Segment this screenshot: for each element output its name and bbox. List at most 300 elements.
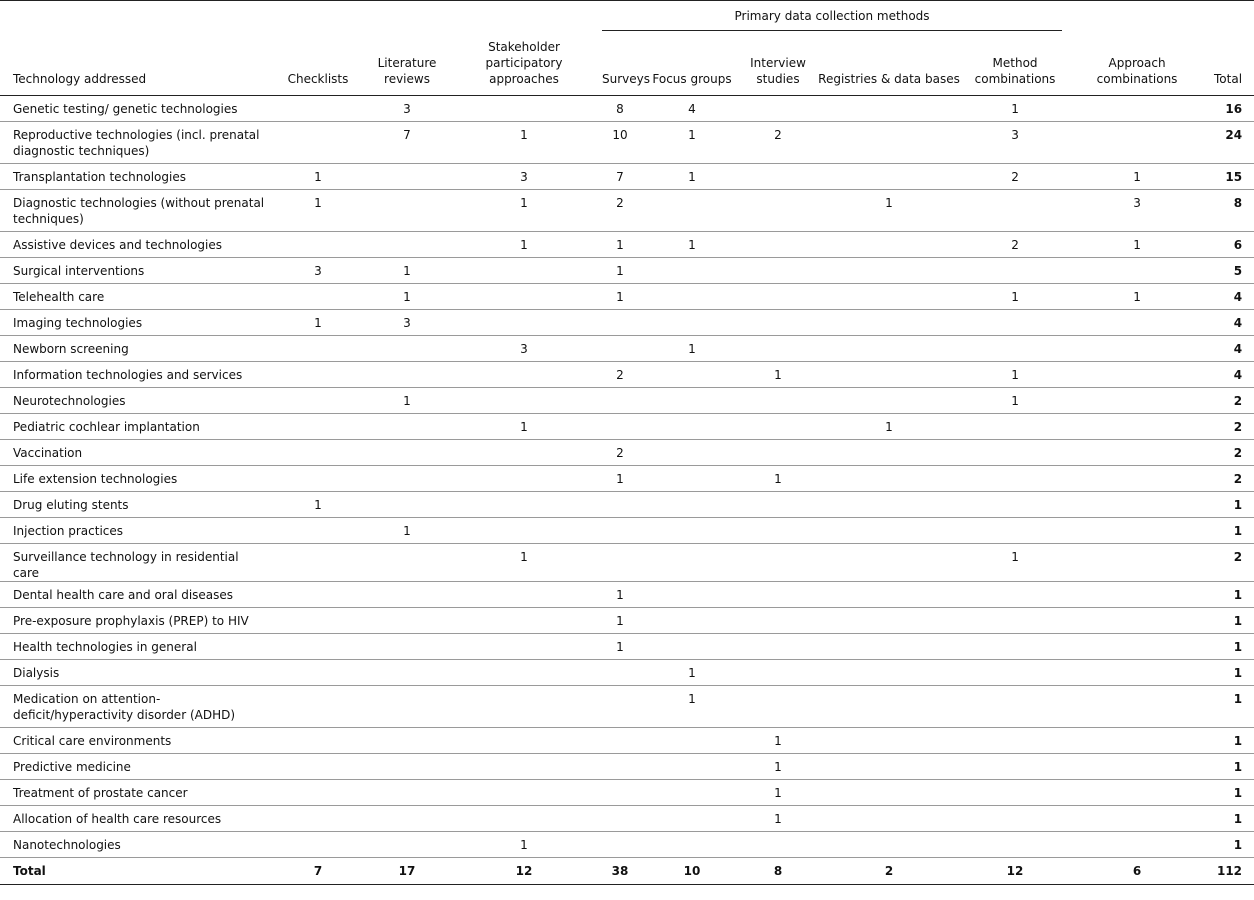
count-cell: [450, 466, 598, 492]
technology-cell: Pediatric cochlear implantation: [0, 414, 272, 440]
count-cell: [814, 492, 964, 518]
count-cell: [814, 310, 964, 336]
totals-cell: 6: [1066, 858, 1208, 885]
count-cell: [742, 388, 814, 414]
table-row: [0, 440, 1254, 466]
count-cell: [742, 336, 814, 362]
count-cell: [964, 466, 1066, 492]
count-cell: 1: [598, 284, 642, 310]
technology-cell: Neurotechnologies: [0, 388, 272, 414]
count-cell: [1066, 728, 1208, 754]
count-cell: [450, 686, 598, 728]
count-cell: [598, 544, 642, 582]
count-cell: [814, 164, 964, 190]
count-cell: [598, 728, 642, 754]
count-cell: [450, 780, 598, 806]
technology-cell: Critical care environments: [0, 728, 272, 754]
count-cell: 1: [742, 728, 814, 754]
count-cell: 1: [364, 258, 450, 284]
totals-label: Total: [0, 858, 272, 885]
count-cell: [272, 388, 364, 414]
table-row: [0, 284, 1254, 310]
count-cell: [598, 780, 642, 806]
count-cell: [272, 336, 364, 362]
technology-cell: Dialysis: [0, 660, 272, 686]
count-cell: 3: [450, 336, 598, 362]
technology-cell: Injection practices: [0, 518, 272, 544]
count-cell: [814, 96, 964, 122]
count-cell: [964, 686, 1066, 728]
row-total-cell: 2: [1208, 544, 1254, 582]
row-total-cell: 1: [1208, 832, 1254, 858]
row-total-cell: 1: [1208, 608, 1254, 634]
count-cell: [814, 544, 964, 582]
count-cell: [814, 686, 964, 728]
count-cell: [272, 686, 364, 728]
count-cell: 1: [450, 122, 598, 164]
count-cell: [598, 832, 642, 858]
count-cell: [364, 544, 450, 582]
count-cell: [450, 582, 598, 608]
count-cell: [364, 190, 450, 232]
count-cell: 1: [450, 832, 598, 858]
count-cell: [814, 284, 964, 310]
count-cell: [272, 232, 364, 258]
totals-cell: 2: [814, 858, 964, 885]
count-cell: 1: [450, 190, 598, 232]
count-cell: [272, 582, 364, 608]
count-cell: [642, 608, 742, 634]
count-cell: [742, 686, 814, 728]
count-cell: 1: [964, 96, 1066, 122]
row-total-cell: 2: [1208, 440, 1254, 466]
table-row: [0, 582, 1254, 608]
table-row: [0, 388, 1254, 414]
table-row: [0, 164, 1254, 190]
count-cell: 1: [742, 466, 814, 492]
count-cell: 1: [364, 388, 450, 414]
technology-cell: Surgical interventions: [0, 258, 272, 284]
col-header-technology: Technology addressed: [0, 31, 272, 96]
technology-cell: Telehealth care: [0, 284, 272, 310]
technology-cell: Surveillance technology in residential care: [0, 544, 272, 582]
count-cell: [272, 96, 364, 122]
totals-cell: 17: [364, 858, 450, 885]
count-cell: [1066, 440, 1208, 466]
count-cell: [742, 492, 814, 518]
count-cell: [450, 96, 598, 122]
count-cell: [1066, 336, 1208, 362]
count-cell: 8: [598, 96, 642, 122]
count-cell: [814, 634, 964, 660]
col-header-approach-combinations: Approach combinations: [1066, 31, 1208, 96]
count-cell: [450, 608, 598, 634]
technology-cell: Genetic testing/ genetic technologies: [0, 96, 272, 122]
count-cell: 7: [364, 122, 450, 164]
count-cell: 3: [272, 258, 364, 284]
count-cell: [364, 582, 450, 608]
count-cell: [642, 754, 742, 780]
count-cell: [364, 336, 450, 362]
technology-cell: Treatment of prostate cancer: [0, 780, 272, 806]
count-cell: [642, 190, 742, 232]
count-cell: [598, 336, 642, 362]
count-cell: [814, 258, 964, 284]
count-cell: [814, 466, 964, 492]
row-total-cell: 1: [1208, 634, 1254, 660]
count-cell: [642, 284, 742, 310]
count-cell: [364, 164, 450, 190]
row-total-cell: 4: [1208, 310, 1254, 336]
count-cell: [742, 258, 814, 284]
count-cell: 1: [642, 686, 742, 728]
table-row: [0, 754, 1254, 780]
row-total-cell: 6: [1208, 232, 1254, 258]
table-row: [0, 122, 1254, 164]
count-cell: 1: [364, 284, 450, 310]
count-cell: [964, 780, 1066, 806]
count-cell: 1: [272, 492, 364, 518]
count-cell: [364, 686, 450, 728]
col-header-interview-studies: Interview studies: [742, 31, 814, 96]
count-cell: [814, 388, 964, 414]
col-header-literature-reviews: Literature reviews: [364, 31, 450, 96]
count-cell: [272, 608, 364, 634]
table-row: [0, 544, 1254, 582]
table-row: [0, 362, 1254, 388]
count-cell: [1066, 832, 1208, 858]
col-header-surveys: Surveys: [598, 31, 642, 96]
technology-cell: Imaging technologies: [0, 310, 272, 336]
count-cell: 1: [272, 164, 364, 190]
count-cell: [742, 164, 814, 190]
count-cell: [450, 310, 598, 336]
count-cell: [642, 832, 742, 858]
col-header-focus-groups: Focus groups: [642, 31, 742, 96]
row-total-cell: 1: [1208, 660, 1254, 686]
table-row: [0, 190, 1254, 232]
technology-cell: Newborn screening: [0, 336, 272, 362]
count-cell: 1: [450, 544, 598, 582]
count-cell: [642, 414, 742, 440]
count-cell: [742, 518, 814, 544]
count-cell: [364, 754, 450, 780]
count-cell: [964, 440, 1066, 466]
totals-cell: 38: [598, 858, 642, 885]
count-cell: 3: [450, 164, 598, 190]
count-cell: [364, 232, 450, 258]
count-cell: [1066, 634, 1208, 660]
row-total-cell: 2: [1208, 414, 1254, 440]
count-cell: [272, 284, 364, 310]
table-row: [0, 336, 1254, 362]
row-total-cell: 1: [1208, 518, 1254, 544]
table-row: [0, 780, 1254, 806]
count-cell: [364, 660, 450, 686]
count-cell: [272, 466, 364, 492]
count-cell: [364, 608, 450, 634]
count-cell: [364, 728, 450, 754]
count-cell: [964, 190, 1066, 232]
row-total-cell: 2: [1208, 466, 1254, 492]
technology-cell: Nanotechnologies: [0, 832, 272, 858]
technology-cell: Assistive devices and technologies: [0, 232, 272, 258]
count-cell: [364, 466, 450, 492]
count-cell: [642, 582, 742, 608]
count-cell: [598, 660, 642, 686]
count-cell: 1: [742, 362, 814, 388]
row-total-cell: 16: [1208, 96, 1254, 122]
count-cell: [598, 310, 642, 336]
table-row: [0, 96, 1254, 122]
count-cell: [964, 728, 1066, 754]
count-cell: [450, 388, 598, 414]
count-cell: [272, 414, 364, 440]
count-cell: 2: [598, 362, 642, 388]
count-cell: [642, 310, 742, 336]
count-cell: [1066, 544, 1208, 582]
totals-cell: 12: [964, 858, 1066, 885]
count-cell: 1: [642, 164, 742, 190]
count-cell: 1: [598, 466, 642, 492]
count-cell: [272, 754, 364, 780]
count-cell: [364, 362, 450, 388]
count-cell: [450, 806, 598, 832]
count-cell: [964, 754, 1066, 780]
header-spacer: [1066, 1, 1254, 32]
row-total-cell: 1: [1208, 806, 1254, 832]
table-row: [0, 414, 1254, 440]
count-cell: [642, 518, 742, 544]
count-cell: [964, 258, 1066, 284]
row-total-cell: 1: [1208, 780, 1254, 806]
count-cell: 1: [598, 608, 642, 634]
count-cell: [642, 466, 742, 492]
technology-cell: Vaccination: [0, 440, 272, 466]
table-row: [0, 832, 1254, 858]
count-cell: [1066, 96, 1208, 122]
count-cell: 1: [598, 258, 642, 284]
count-cell: 1: [272, 190, 364, 232]
row-total-cell: 4: [1208, 336, 1254, 362]
count-cell: [814, 660, 964, 686]
count-cell: [364, 440, 450, 466]
row-total-cell: 4: [1208, 284, 1254, 310]
count-cell: [964, 582, 1066, 608]
count-cell: [964, 832, 1066, 858]
count-cell: [814, 832, 964, 858]
count-cell: [450, 754, 598, 780]
row-total-cell: 8: [1208, 190, 1254, 232]
count-cell: [964, 634, 1066, 660]
count-cell: 1: [642, 232, 742, 258]
count-cell: [1066, 780, 1208, 806]
count-cell: [1066, 660, 1208, 686]
table-row: [0, 806, 1254, 832]
totals-cell: 8: [742, 858, 814, 885]
count-cell: [964, 414, 1066, 440]
row-total-cell: 4: [1208, 362, 1254, 388]
count-cell: [364, 780, 450, 806]
count-cell: [814, 362, 964, 388]
count-cell: [964, 336, 1066, 362]
grand-total: 112: [1208, 858, 1254, 885]
count-cell: [598, 414, 642, 440]
count-cell: [450, 492, 598, 518]
row-total-cell: 1: [1208, 582, 1254, 608]
row-total-cell: 1: [1208, 686, 1254, 728]
count-cell: 1: [364, 518, 450, 544]
count-cell: [964, 660, 1066, 686]
count-cell: [364, 832, 450, 858]
count-cell: 1: [450, 414, 598, 440]
count-cell: [1066, 122, 1208, 164]
count-cell: 1: [742, 780, 814, 806]
count-cell: 1: [598, 634, 642, 660]
table-row: [0, 518, 1254, 544]
count-cell: 1: [964, 362, 1066, 388]
count-cell: [272, 728, 364, 754]
col-header-checklists: Checklists: [272, 31, 364, 96]
count-cell: [814, 728, 964, 754]
count-cell: [814, 336, 964, 362]
count-cell: [642, 362, 742, 388]
count-cell: 10: [598, 122, 642, 164]
count-cell: [814, 122, 964, 164]
count-cell: [364, 492, 450, 518]
group-header-primary-methods: [598, 1, 1066, 32]
row-total-cell: 24: [1208, 122, 1254, 164]
count-cell: 1: [598, 232, 642, 258]
count-cell: 3: [964, 122, 1066, 164]
count-cell: [1066, 806, 1208, 832]
count-cell: 1: [1066, 232, 1208, 258]
count-cell: [598, 388, 642, 414]
count-cell: [742, 634, 814, 660]
technology-cell: Transplantation technologies: [0, 164, 272, 190]
count-cell: [364, 806, 450, 832]
count-cell: [1066, 258, 1208, 284]
count-cell: [598, 686, 642, 728]
row-total-cell: 5: [1208, 258, 1254, 284]
count-cell: [642, 780, 742, 806]
count-cell: 7: [598, 164, 642, 190]
count-cell: [272, 122, 364, 164]
count-cell: [814, 582, 964, 608]
technology-cell: Medication on attention-deficit/hyperactivity disorder (ADHD): [0, 686, 272, 728]
count-cell: 1: [272, 310, 364, 336]
technology-cell: Allocation of health care resources: [0, 806, 272, 832]
count-cell: [742, 544, 814, 582]
count-cell: [742, 582, 814, 608]
count-cell: 1: [1066, 164, 1208, 190]
count-cell: 2: [964, 164, 1066, 190]
group-header-rule: [602, 30, 1062, 31]
count-cell: [642, 728, 742, 754]
count-cell: [742, 832, 814, 858]
row-total-cell: 1: [1208, 754, 1254, 780]
count-cell: [642, 544, 742, 582]
count-cell: 1: [642, 122, 742, 164]
count-cell: [272, 544, 364, 582]
count-cell: [272, 634, 364, 660]
totals-cell: 7: [272, 858, 364, 885]
count-cell: [272, 660, 364, 686]
count-cell: [964, 310, 1066, 336]
group-header-label: Primary data collection methods: [734, 9, 930, 23]
technology-cell: Life extension technologies: [0, 466, 272, 492]
count-cell: 2: [742, 122, 814, 164]
count-cell: [964, 608, 1066, 634]
count-cell: [1066, 582, 1208, 608]
count-cell: 1: [642, 660, 742, 686]
count-cell: [450, 518, 598, 544]
count-cell: [1066, 414, 1208, 440]
count-cell: [1066, 466, 1208, 492]
count-cell: [1066, 310, 1208, 336]
count-cell: [272, 832, 364, 858]
count-cell: [450, 660, 598, 686]
col-header-method-combinations: Method combinations: [964, 31, 1066, 96]
count-cell: [742, 190, 814, 232]
count-cell: [814, 518, 964, 544]
count-cell: [450, 284, 598, 310]
count-cell: 1: [1066, 284, 1208, 310]
technology-cell: Predictive medicine: [0, 754, 272, 780]
count-cell: [814, 608, 964, 634]
count-cell: [742, 96, 814, 122]
count-cell: 1: [964, 284, 1066, 310]
count-cell: [742, 608, 814, 634]
row-total-cell: 1: [1208, 728, 1254, 754]
count-cell: [272, 440, 364, 466]
count-cell: [1066, 362, 1208, 388]
count-cell: [814, 780, 964, 806]
count-cell: [814, 440, 964, 466]
count-cell: [742, 284, 814, 310]
count-cell: [642, 258, 742, 284]
count-cell: [1066, 492, 1208, 518]
table-row: [0, 492, 1254, 518]
count-cell: [742, 232, 814, 258]
table-row: [0, 686, 1254, 728]
table-row: [0, 310, 1254, 336]
count-cell: [1066, 388, 1208, 414]
count-cell: 4: [642, 96, 742, 122]
count-cell: [598, 754, 642, 780]
count-cell: 2: [598, 190, 642, 232]
count-cell: 3: [1066, 190, 1208, 232]
count-cell: [1066, 754, 1208, 780]
count-cell: [642, 806, 742, 832]
count-cell: 2: [598, 440, 642, 466]
col-header-stakeholder: Stakeholder participatory approaches: [450, 31, 598, 96]
count-cell: [964, 518, 1066, 544]
count-cell: [814, 232, 964, 258]
row-total-cell: 2: [1208, 388, 1254, 414]
totals-cell: 10: [642, 858, 742, 885]
count-cell: 1: [814, 414, 964, 440]
table-row: [0, 608, 1254, 634]
table-row: [0, 258, 1254, 284]
table-row: [0, 634, 1254, 660]
count-cell: [742, 310, 814, 336]
col-header-registries: Registries & data bases: [814, 31, 964, 96]
count-cell: [598, 492, 642, 518]
count-cell: [642, 388, 742, 414]
count-cell: [814, 806, 964, 832]
count-cell: [272, 806, 364, 832]
